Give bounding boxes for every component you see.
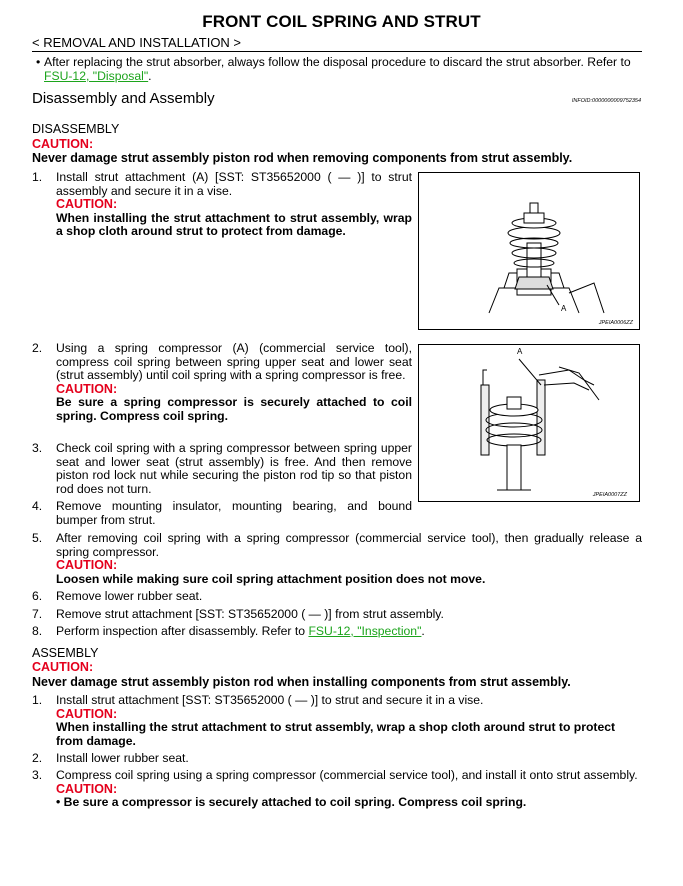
note-text: After replacing the strut absorber, always follow the disposal procedure to discard the strut absorber. Refer to [44, 55, 631, 69]
link-inspection[interactable]: FSU-12, "Inspection" [308, 624, 422, 638]
assembly-step-3 [32, 769, 642, 810]
disassembly-heading: DISASSEMBLY [32, 122, 120, 136]
step-text: Check coil spring with a spring compressor between spring upper seat and lower seat (strut assembly) is free. And then remove piston rod lock nut while securing the piston rod tip so that piston rod does not turn. [56, 441, 412, 496]
assembly-step-2 [32, 752, 642, 766]
page-title: FRONT COIL SPRING AND STRUT [202, 12, 481, 31]
disassembly-step-4 [32, 500, 412, 527]
figure-spring-compressor [418, 344, 640, 502]
step-number: 1. [32, 170, 43, 184]
disassembly-step-2 [32, 342, 412, 423]
figure-strut-attachment [418, 172, 640, 330]
disassembly-step-1 [32, 171, 412, 239]
step-caution-text: Be sure a compressor is securely attached to coil spring. Compress coil spring. [63, 795, 527, 809]
step-text-end: . [421, 624, 425, 638]
disassembly-caution-label: CAUTION: [32, 137, 94, 151]
step-number: 4. [32, 499, 43, 513]
step-caution-text: Loosen while making sure coil spring attachment position does not move. [56, 571, 486, 586]
step-text: Remove strut attachment [SST: ST35652000 ( — )] from strut assembly. [56, 607, 444, 621]
step-caution-label: CAUTION: [56, 197, 118, 211]
assembly-heading: ASSEMBLY [32, 646, 99, 660]
figure-code: JPEIA0006ZZ [598, 320, 633, 326]
step-number: 2. [32, 751, 43, 765]
step-text: Compress coil spring using a spring compressor (commercial service tool), and install it onto strut assembly. [56, 768, 638, 782]
step-caution-label: CAUTION: [56, 558, 118, 572]
link-disposal[interactable]: FSU-12, "Disposal" [44, 69, 149, 83]
step-text: After removing coil spring with a spring compressor (commercial service tool), then gradually release a spring compressor. [56, 531, 642, 559]
assembly-step-1 [32, 694, 642, 748]
caution-bullet: • [56, 795, 61, 809]
step-caution-text: When installing the strut attachment to strut assembly, wrap a shop cloth around strut to protect from damage. [56, 720, 616, 748]
step-text: Using a spring compressor (A) (commercial service tool), compress coil spring between spring upper seat and lower seat (strut assembly) until coil spring with a spring compressor is free. [56, 341, 412, 382]
step-text: Perform inspection after disassembly. Refer to [56, 624, 309, 638]
assembly-caution-label: CAUTION: [32, 660, 94, 674]
step-number: 3. [32, 441, 43, 455]
subheading: Disassembly and Assembly [32, 90, 215, 107]
step-text: Install lower rubber seat. [56, 751, 189, 765]
step-number: 5. [32, 531, 43, 545]
disposal-note [36, 55, 642, 83]
disassembly-caution-text: Never damage strut assembly piston rod when removing components from strut assembly. [32, 151, 573, 165]
step-text: Install strut attachment [SST: ST35652000 ( — )] to strut and secure it in a vise. [56, 693, 484, 707]
step-number: 7. [32, 607, 43, 621]
step-number: 8. [32, 624, 43, 638]
step-caution-text: Be sure a spring compressor is securely attached to coil spring. Compress coil spring. [56, 395, 412, 423]
figure-code: JPEIA0007ZZ [592, 492, 627, 498]
step-number: 2. [32, 341, 43, 355]
step-text: Remove lower rubber seat. [56, 589, 203, 603]
info-id: INFOID:0000000009752354 [571, 98, 641, 104]
step-text: Install strut attachment (A) [SST: ST35652000 ( — )] to strut assembly and secure it in a vise. [56, 170, 412, 198]
step-number: 6. [32, 589, 43, 603]
step-caution-label: CAUTION: [56, 781, 118, 796]
step-text: Remove mounting insulator, mounting bearing, and bound bumper from strut. [56, 499, 412, 527]
figure-callout-a: A [517, 347, 523, 356]
step-caution-text: When installing the strut attachment to strut assembly, wrap a shop cloth around strut to protect from damage. [56, 210, 412, 238]
disassembly-step-7 [32, 608, 642, 622]
note-end: . [148, 69, 152, 83]
step-number: 3. [32, 768, 43, 782]
step-caution-label: CAUTION: [56, 706, 118, 721]
assembly-caution-text: Never damage strut assembly piston rod when installing components from strut assembly. [32, 675, 571, 689]
disassembly-step-5 [32, 532, 642, 586]
spring-compressor-illustration [419, 345, 639, 501]
disassembly-step-3 [32, 442, 412, 496]
step-number: 1. [32, 693, 43, 707]
strut-vise-illustration [419, 173, 639, 329]
disassembly-step-6 [32, 590, 642, 604]
figure-callout-a: A [561, 304, 567, 313]
disassembly-step-8 [32, 625, 642, 639]
note-bullet: • [36, 55, 41, 69]
section-header: < REMOVAL AND INSTALLATION > [32, 35, 642, 52]
step-caution-label: CAUTION: [56, 381, 118, 396]
